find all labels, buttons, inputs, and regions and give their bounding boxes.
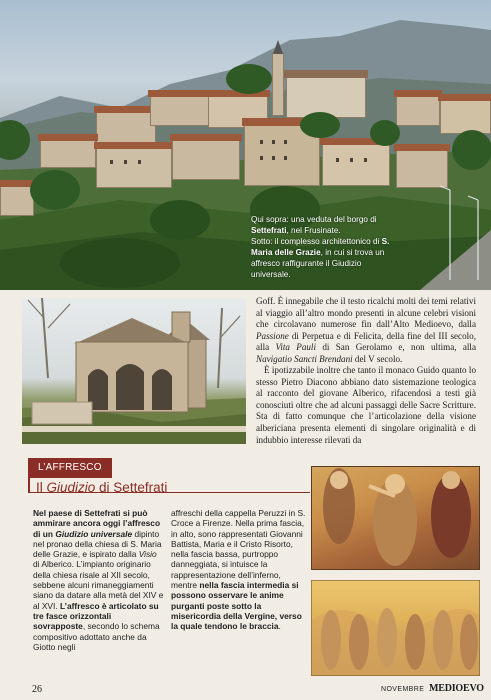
fresco-souls-illustration xyxy=(311,580,480,676)
magazine-logo: MEDIOEVO xyxy=(429,683,484,694)
hero-photo-settefrati xyxy=(0,0,491,290)
section-label-tab: L’AFFRESCO xyxy=(28,458,112,478)
church-photo-santa-maria-delle-grazie xyxy=(22,298,246,444)
fresco-middle-band-photo xyxy=(311,580,480,676)
box-column-right: affreschi della cappella Peruzzi in S. Croce a Firenze. Nella prima fascia, in alto, sono rappresentati Giovanni Battista, Maria e il Cristo Risorto, nella fascia bassa, purtroppo danneggiata, si intuisce la rappresentazione dell’inferno, mentre nella fascia intermedia si possono osservare le anime purganti poste sotto la misericordia della Vergine, verso la quale tendono le braccia. xyxy=(171,508,306,632)
article-body-text xyxy=(256,296,476,446)
box-column-left: Nel paese di Settefrati si può ammirare ancora oggi l’affresco di un Giudizio universale dipinto nel pronao della chiesa di S. Maria delle Grazie, e ispirato dalla Visio di Alberico. L’impianto originario della chiesa risale al XII secolo, sebbene alcuni rimaneggiamenti siano da datare alla metà del XIV e al XVI. L’affresco è articolato su tre fasce orizzontali sovrapposte, secondo lo schema compositivo adottato anche da Giotto negli xyxy=(33,508,164,652)
fresco-figures-illustration xyxy=(311,466,480,570)
issue-month: NOVEMBRE xyxy=(381,686,425,693)
church-illustration xyxy=(22,298,246,444)
section-title: Il Giudizio di Settefrati xyxy=(36,480,168,495)
street-lamps xyxy=(410,170,491,290)
article-paragraph: È ipotizzabile inoltre che tanto il monaco Guido quanto lo stesso Pietro Diacono abbiano dato sistemazione teologica al racconto del giovane Alberico, rifacendosi a testi già conosciuti oltre che ad alcuni passaggi delle Sacre Scritture. Sta di fatto comunque che l’articolazione della visione albericiana presenta elementi di singolare originalità e di indubbio interesse rilevati da xyxy=(256,365,476,445)
hero-caption: Qui sopra: una veduta del borgo di Settefrati, nel Frusinate. Sotto: il complesso architettonico di S. Maria delle Grazie, in cui si trova un affresco raffigurante il Giudizio universale. xyxy=(251,215,390,279)
page-number: 26 xyxy=(32,684,42,695)
article-paragraph: Goff. È innegabile che il testo ricalchi molti dei temi relativi al viaggio all’altro mondo presenti in alcune celebri visioni che circolavano numerose fin dall’Alto Medioevo, dalla Passione di Perpetua e di Felicita, della fine del III secolo, alla Vita Pauli di San Gerolamo e, non ultima, alla Navigatio Sancti Brendani del V secolo. xyxy=(256,296,476,364)
fresco-upper-band-photo xyxy=(311,466,480,570)
